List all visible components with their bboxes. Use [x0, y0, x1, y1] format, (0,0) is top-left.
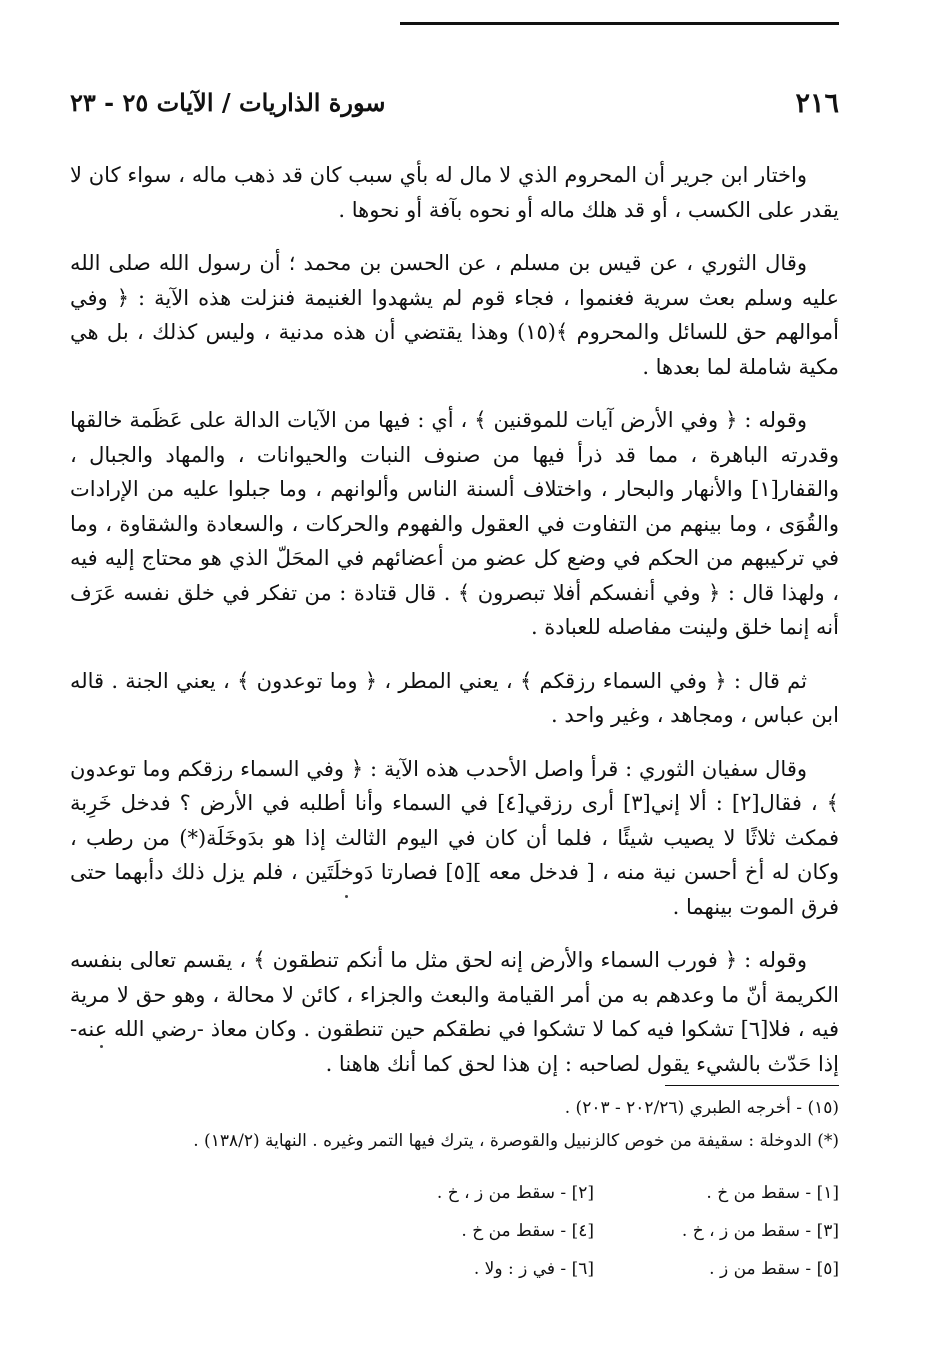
note-6: [٦] - في ز : ولا .	[473, 1259, 594, 1279]
paragraph: وقوله : ﴿ وفي الأرض آيات للموقنين ﴾ ، أي : فيها من الآيات الدالة على عَظَمة خالقها وقدرته الباهرة ، مما قد ذرأ فيها من صنوف النبات والحيوانات ، والمهاد والجبال ، والقفار[١] والأنهار والبحار ، واختلاف ألسنة الناس وألوانهم ، وما جبلوا عليه من الإرادات والقُوَى ، وما بينهم من التفاوت في العقول والفهوم والحركات ، والسعادة والشقاوة ، وما في تركيبهم من الحكم في وضع كل عضو من أعضائهم في المحَلّ الذي هو محتاج إليه فيه ، ولهذا قال : ﴿ وفي أنفسكم أفلا تبصرون ﴾ . قال قتادة : من تفكر في خلق نفسه عَرَف أنه إنما خلق ولينت مفاصله للعبادة .	[70, 408, 839, 639]
paragraph: ثم قال : ﴿ وفي السماء رزقكم ﴾ ، يعني المطر ، ﴿ وما توعدون ﴾ ، يعني الجنة . قاله ابن عباس ، ومجاهد ، وغير واحد .	[70, 668, 839, 727]
footnote-15: (١٥) - أخرجه الطبري (٢٠٢/٢٦ - ٢٠٣) .	[564, 1098, 839, 1118]
main-text	[70, 158, 839, 1100]
surah-title: سورة الذاريات / الآيات ٢٥ - ٢٣	[70, 88, 386, 117]
note-3: [٣] - سقط من ز ، خ .	[681, 1221, 839, 1241]
paragraph: وقال سفيان الثوري : قرأ واصل الأحدب هذه الآية : ﴿ وفي السماء رزقكم وما توعدون ﴾ ، فقال[٢] : ألا إني[٣] أرى رزقي[٤] في السماء وأنا أطلبه في الأرض ؟ فدخل خَرِبة فمكث ثلاثًا لا يصيب شيئًا ، فلما أن كان في اليوم الثالث إذا هو بدَوخَلَة(*) من رطب ، وكان له أخ أحسن نية منه ، [ فدخل معه ][٥] فصارتا دَوخلَتَين ، فلم يزل ذلك دأبهما حتى فرق الموت بينهما .	[70, 756, 840, 919]
scan-speck	[345, 895, 348, 898]
note-2: [٢] - سقط من ز ، خ .	[436, 1183, 594, 1203]
header-rule	[400, 22, 839, 25]
note-1: [١] - سقط من خ .	[706, 1183, 839, 1203]
scan-speck	[100, 1045, 103, 1048]
paragraph: واختار ابن جرير أن المحروم الذي لا مال له بأي سبب كان قد ذهب ماله ، سواء كان لا يقدر على الكسب ، أو قد هلك ماله أو نحوه بآفة أو نحوها .	[70, 163, 839, 222]
footnote-star: (*) الدوخلة : سقيفة من خوص كالزنبيل والقوصرة ، يترك فيها التمر وغيره . النهاية (١٣٨/٢) .	[193, 1131, 839, 1151]
manuscript-notes	[70, 1183, 839, 1299]
note-4: [٤] - سقط من خ .	[461, 1221, 594, 1241]
footnote-rule	[665, 1085, 839, 1086]
running-header	[70, 88, 839, 128]
paragraph: وقوله : ﴿ فورب السماء والأرض إنه لحق مثل ما أنكم تنطقون ﴾ ، يقسم تعالى بنفسه الكريمة أنّ ما وعدهم به من أمر القيامة والبعث والجزاء ، كائن لا محالة ، وهو حق لا مرية فيه ، فلا[٦] تشكوا فيه كما لا تشكوا في نطقكم حين تنطقون . وكان معاذ -رضي الله عنه- إذا حَدّث بالشيء يقول لصاحبه : إن هذا لحق كما أنك هاهنا .	[70, 948, 839, 1076]
page-number: ٢١٦	[795, 88, 839, 119]
paragraph: وقال الثوري ، عن قيس بن مسلم ، عن الحسن بن محمد ؛ أن رسول الله صلى الله عليه وسلم بعث سرية فغنموا ، فجاء قوم لم يشهدوا الغنيمة فنزلت هذه الآية : ﴿ وفي أموالهم حق للسائل والمحروم ﴾(١٥) وهذا يقتضي أن هذه مدنية ، وليس كذلك ، بل هي مكية شاملة لما بعدها .	[70, 251, 839, 379]
note-5: [٥] - سقط من ز .	[709, 1259, 839, 1279]
